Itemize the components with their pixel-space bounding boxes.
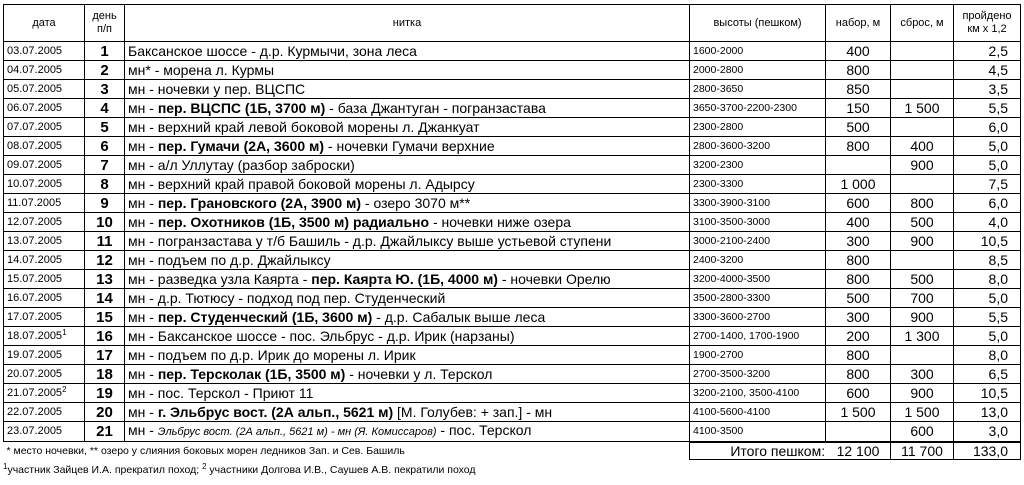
cell-heights: 2700-3500-3200: [690, 365, 826, 384]
table-row: [4, 194, 1021, 213]
cell-thread: [125, 61, 690, 80]
cell-thread: [125, 118, 690, 137]
thread-text: мн - верхний край правой боковой морены л. Адырсу: [128, 175, 475, 192]
footnote-text-2: участники Долгова И.В., Саушев А.В. пекратили поход: [206, 463, 476, 476]
date-text: 15.07.2005: [7, 272, 63, 285]
header-thread: нитка: [125, 5, 690, 42]
cell-thread: [125, 80, 690, 99]
thread-text: мн - подъем по д.р. Джайлыксу: [128, 251, 331, 268]
table-row: [4, 213, 1021, 232]
cell-loss: 1 300: [891, 327, 954, 346]
totals-gain: 12 100: [836, 442, 880, 459]
cell-km: 10,5: [954, 232, 1021, 251]
cell-heights: 4100-3500: [690, 422, 826, 442]
cell-day: 21: [85, 422, 125, 442]
cell-km: 5,0: [954, 327, 1021, 346]
thread-text: мн -: [128, 403, 158, 420]
cell-heights: 3300-3600-2700: [690, 308, 826, 327]
cell-gain: 850: [826, 80, 891, 99]
cell-heights: 3200-2300: [690, 156, 826, 175]
cell-day: 16: [85, 327, 125, 346]
cell-gain: 500: [826, 118, 891, 137]
cell-day: 18: [85, 365, 125, 384]
cell-day: 9: [85, 194, 125, 213]
footnote-legend: * место ночевки, ** озеро у слияния боковых морен ледников Зап. и Сев. Башиль: [6, 444, 405, 457]
pass-name: пер. ВЦСПС (1Б, 3700 м): [157, 99, 326, 116]
cell-gain: 800: [826, 251, 891, 270]
cell-gain: 600: [826, 194, 891, 213]
cell-heights: 3200-4000-3500: [690, 270, 826, 289]
header-heights: высоты (пешком): [690, 5, 826, 42]
cell-loss: 900: [891, 384, 954, 403]
cell-thread: [125, 137, 690, 156]
cell-day: 5: [85, 118, 125, 137]
cell-thread: [125, 232, 690, 251]
cell-heights: 3300-3900-3100: [690, 194, 826, 213]
cell-km: 8,0: [954, 346, 1021, 365]
cell-date: [4, 403, 85, 422]
table-row: [4, 346, 1021, 365]
cell-day: 2: [85, 61, 125, 80]
cell-loss: [891, 251, 954, 270]
cell-thread: [125, 251, 690, 270]
cell-heights: 2300-2800: [690, 118, 826, 137]
thread-text: мн - подъем по д.р. Ирик до морены л. Ирик: [128, 346, 416, 363]
totals-label: [690, 442, 891, 460]
date-text: 23.07.2005: [7, 425, 63, 437]
cell-thread: [125, 99, 690, 118]
cell-km: 5,5: [954, 99, 1021, 118]
cell-gain: 300: [826, 308, 891, 327]
date-text: 06.07.2005: [7, 101, 63, 114]
date-text: 22.07.2005: [7, 405, 63, 418]
totals-row: [4, 442, 1021, 460]
thread-text: мн - верхний край левой боковой морены л. Джанкуат: [128, 118, 480, 135]
thread-text: - ночевки ниже озера: [429, 213, 571, 230]
date-text: 10.07.2005: [7, 177, 63, 190]
table-row: [4, 384, 1021, 403]
cell-gain: 150: [826, 99, 891, 118]
cell-day: 15: [85, 308, 125, 327]
thread-text: мн -: [128, 308, 158, 325]
cell-km: 5,0: [954, 156, 1021, 175]
cell-km: 5,5: [954, 308, 1021, 327]
cell-loss: 700: [891, 289, 954, 308]
cell-thread: [125, 156, 690, 175]
cell-thread: [125, 289, 690, 308]
cell-km: 8,0: [954, 270, 1021, 289]
cell-gain: 300: [826, 232, 891, 251]
cell-heights: 1600-2000: [690, 42, 826, 61]
cell-loss: [891, 175, 954, 194]
thread-text: - пос. Терскол: [436, 422, 532, 438]
cell-km: 2,5: [954, 42, 1021, 61]
thread-text: [М. Голубев: + зап.] - мн: [393, 403, 553, 420]
thread-text: - д.р. Сабалык выше леса: [372, 308, 546, 325]
table-row: [4, 289, 1021, 308]
cell-km: 5,0: [954, 137, 1021, 156]
footnote-mark-2: 2: [202, 461, 207, 471]
date-text: 16.07.2005: [7, 291, 63, 304]
thread-text: мн* - морена л. Курмы: [128, 61, 275, 78]
cell-loss: 500: [891, 213, 954, 232]
table-row: [4, 61, 1021, 80]
cell-thread: [125, 346, 690, 365]
cell-gain: [826, 156, 891, 175]
table-row: [4, 422, 1021, 442]
cell-thread: [125, 270, 690, 289]
cell-loss: 300: [891, 365, 954, 384]
cell-km: 8,5: [954, 251, 1021, 270]
table-row: [4, 308, 1021, 327]
date-text: 14.07.2005: [7, 253, 63, 266]
thread-text: - ночевки у л. Терскол: [345, 365, 493, 382]
cell-heights: 2800-3600-3200: [690, 137, 826, 156]
cell-heights: 3650-3700-2200-2300: [690, 99, 826, 118]
table-row: [4, 137, 1021, 156]
header-date: дата: [4, 5, 85, 42]
cell-loss: 800: [891, 194, 954, 213]
cell-day: 3: [85, 80, 125, 99]
cell-thread: [125, 308, 690, 327]
thread-text: мн -: [128, 365, 158, 382]
cell-heights: 3200-2100, 3500-4100: [690, 384, 826, 403]
pass-name: пер. Каярта Ю. (1Б, 4000 м): [311, 270, 498, 287]
cell-day: 6: [85, 137, 125, 156]
cell-date: [4, 194, 85, 213]
cell-loss: 500: [891, 270, 954, 289]
cell-km: 5,0: [954, 289, 1021, 308]
cell-loss: 400: [891, 137, 954, 156]
thread-text: - база Джантуган - погранзастава: [325, 99, 546, 116]
cell-thread: [125, 327, 690, 346]
cell-day: 4: [85, 99, 125, 118]
date-text: 08.07.2005: [7, 139, 63, 152]
cell-gain: [826, 422, 891, 442]
participants-footnote: [3, 463, 1020, 477]
cell-km: 6,5: [954, 365, 1021, 384]
thread-text: мн -: [128, 137, 158, 154]
cell-date: [4, 213, 85, 232]
cell-gain: 800: [826, 365, 891, 384]
cell-day: 19: [85, 384, 125, 403]
cell-gain: 800: [826, 346, 891, 365]
cell-date: [4, 422, 85, 442]
cell-loss: [891, 118, 954, 137]
totals-label-text: Итого пешком:: [730, 442, 826, 459]
cell-gain: 800: [826, 270, 891, 289]
cell-date: [4, 42, 85, 61]
cell-date: [4, 156, 85, 175]
cell-day: 14: [85, 289, 125, 308]
cell-date: [4, 327, 85, 346]
summit-note: Эльбрус вост. (2А альп., 5621 м) - мн (Я. Комиссаров): [157, 426, 437, 438]
cell-loss: [891, 61, 954, 80]
cell-loss: 900: [891, 232, 954, 251]
cell-loss: 1 500: [891, 403, 954, 422]
cell-day: 11: [85, 232, 125, 251]
cell-thread: [125, 213, 690, 232]
cell-heights: 1900-2700: [690, 346, 826, 365]
cell-gain: 1 500: [826, 403, 891, 422]
thread-text: - озеро 3070 м**: [361, 194, 471, 211]
cell-heights: 2700-1400, 1700-1900: [690, 327, 826, 346]
cell-day: 8: [85, 175, 125, 194]
table-row: [4, 327, 1021, 346]
cell-heights: 4100-5600-4100: [690, 403, 826, 422]
cell-date: [4, 61, 85, 80]
cell-heights: 3000-2100-2400: [690, 232, 826, 251]
thread-text: Баксанское шоссе - д.р. Курмычи, зона леса: [128, 42, 417, 59]
cell-date: [4, 137, 85, 156]
cell-date: [4, 251, 85, 270]
cell-km: 3,0: [954, 422, 1021, 442]
pass-name: г. Эльбрус вост. (2А альп., 5621 м): [157, 403, 394, 420]
thread-text: мн - погранзастава у т/б Башиль - д.р. Джайлыксу выше устьевой ступени: [128, 232, 612, 249]
pass-name: пер. Студенческий (1Б, 3600 м): [157, 308, 373, 325]
cell-date: [4, 175, 85, 194]
date-text: 09.07.2005: [7, 158, 63, 171]
thread-text: мн - разведка узла Каярта -: [128, 270, 312, 287]
date-text: 20.07.2005: [7, 367, 63, 380]
cell-km: 4,5: [954, 61, 1021, 80]
cell-date: [4, 99, 85, 118]
cell-heights: 3100-3500-3000: [690, 213, 826, 232]
cell-gain: 200: [826, 327, 891, 346]
date-text: 03.07.2005: [7, 44, 63, 57]
pass-name: пер. Охотников (1Б, 3500 м) радиально: [157, 213, 430, 230]
cell-gain: 800: [826, 61, 891, 80]
cell-km: 3,5: [954, 80, 1021, 99]
pass-name: пер. Грановского (2А, 3900 м): [157, 194, 362, 211]
date-footnote-mark: 1: [62, 327, 67, 337]
cell-loss: [891, 80, 954, 99]
thread-text: мн -: [128, 99, 158, 116]
cell-day: 7: [85, 156, 125, 175]
route-table: [3, 4, 1021, 460]
date-footnote-mark: 2: [62, 384, 67, 394]
cell-km: 4,0: [954, 213, 1021, 232]
table-row: [4, 99, 1021, 118]
cell-loss: [891, 346, 954, 365]
thread-text: мн - Баксанское шоссе - пос. Эльбрус - д.р. Ирик (нарзаны): [128, 327, 515, 344]
thread-text: - ночевки Орелю: [497, 270, 611, 287]
table-row: [4, 251, 1021, 270]
date-text: 21.07.2005: [7, 386, 63, 399]
cell-km: 13,0: [954, 403, 1021, 422]
cell-gain: 600: [826, 384, 891, 403]
cell-date: [4, 346, 85, 365]
table-row: [4, 156, 1021, 175]
cell-date: [4, 384, 85, 403]
header-gain: набор, м: [826, 5, 891, 42]
totals-loss: 11 700: [891, 442, 954, 460]
footnote-text-1: участник Зайцев И.А. прекратил поход;: [7, 463, 203, 476]
table-row: [4, 80, 1021, 99]
thread-text: мн - ночевки у пер. ВЦСПС: [128, 80, 306, 97]
cell-gain: 800: [826, 137, 891, 156]
cell-heights: 2300-3300: [690, 175, 826, 194]
cell-thread: [125, 365, 690, 384]
cell-thread: [125, 384, 690, 403]
cell-loss: [891, 42, 954, 61]
cell-thread: [125, 175, 690, 194]
thread-text: мн -: [128, 213, 158, 230]
date-text: 04.07.2005: [7, 63, 63, 76]
date-text: 12.07.2005: [7, 215, 63, 228]
date-text: 19.07.2005: [7, 348, 63, 361]
cell-loss: 600: [891, 422, 954, 442]
date-text: 17.07.2005: [7, 310, 63, 323]
cell-date: [4, 232, 85, 251]
cell-gain: 400: [826, 213, 891, 232]
cell-heights: 3500-2800-3300: [690, 289, 826, 308]
header-km: пройдено км х 1,2: [954, 5, 1021, 42]
cell-loss: 1 500: [891, 99, 954, 118]
cell-gain: 400: [826, 42, 891, 61]
cell-gain: 500: [826, 289, 891, 308]
header-day: день п/п: [85, 5, 125, 42]
date-text: 05.07.2005: [7, 82, 63, 95]
cell-thread: [125, 42, 690, 61]
cell-day: 10: [85, 213, 125, 232]
cell-date: [4, 289, 85, 308]
cell-km: 6,0: [954, 118, 1021, 137]
thread-text: мн - д.р. Тютюсу - подход под пер. Студенческий: [128, 289, 446, 306]
cell-date: [4, 365, 85, 384]
route-table-container: [3, 4, 1020, 477]
cell-day: 12: [85, 251, 125, 270]
table-row: [4, 118, 1021, 137]
thread-text: мн -: [128, 194, 158, 211]
footnote-mark-1: 1: [3, 461, 8, 471]
cell-thread: [125, 194, 690, 213]
thread-text: мн -: [128, 422, 158, 438]
table-row: [4, 42, 1021, 61]
cell-date: [4, 80, 85, 99]
thread-text: - ночевки Гумачи верхние: [324, 137, 495, 154]
header-loss: сброс, м: [891, 5, 954, 42]
pass-name: пер. Гумачи (2А, 3600 м): [157, 137, 325, 154]
table-row: [4, 232, 1021, 251]
pass-name: пер. Терсколак (1Б, 3500 м): [157, 365, 346, 382]
cell-km: 6,0: [954, 194, 1021, 213]
cell-loss: 900: [891, 156, 954, 175]
cell-thread: [125, 422, 690, 442]
cell-loss: 900: [891, 308, 954, 327]
header-row: [4, 5, 1021, 42]
cell-heights: 2800-3650: [690, 80, 826, 99]
table-row: [4, 403, 1021, 422]
cell-day: 20: [85, 403, 125, 422]
cell-thread: [125, 403, 690, 422]
date-text: 11.07.2005: [7, 196, 62, 209]
thread-text: мн - пос. Терскол - Приют 11: [128, 384, 314, 401]
cell-heights: 2000-2800: [690, 61, 826, 80]
date-text: 18.07.2005: [7, 329, 63, 342]
table-row: [4, 175, 1021, 194]
thread-text: мн - а/л Уллутау (разбор заброски): [128, 156, 355, 173]
date-text: 07.07.2005: [7, 120, 63, 133]
table-row: [4, 270, 1021, 289]
cell-date: [4, 270, 85, 289]
date-text: 13.07.2005: [7, 234, 63, 247]
cell-date: [4, 308, 85, 327]
cell-km: 7,5: [954, 175, 1021, 194]
cell-heights: 2400-3200: [690, 251, 826, 270]
cell-day: 13: [85, 270, 125, 289]
table-row: [4, 365, 1021, 384]
totals-km: 133,0: [954, 442, 1021, 460]
cell-date: [4, 118, 85, 137]
cell-km: 10,5: [954, 384, 1021, 403]
cell-day: 1: [85, 42, 125, 61]
cell-gain: 1 000: [826, 175, 891, 194]
cell-day: 17: [85, 346, 125, 365]
